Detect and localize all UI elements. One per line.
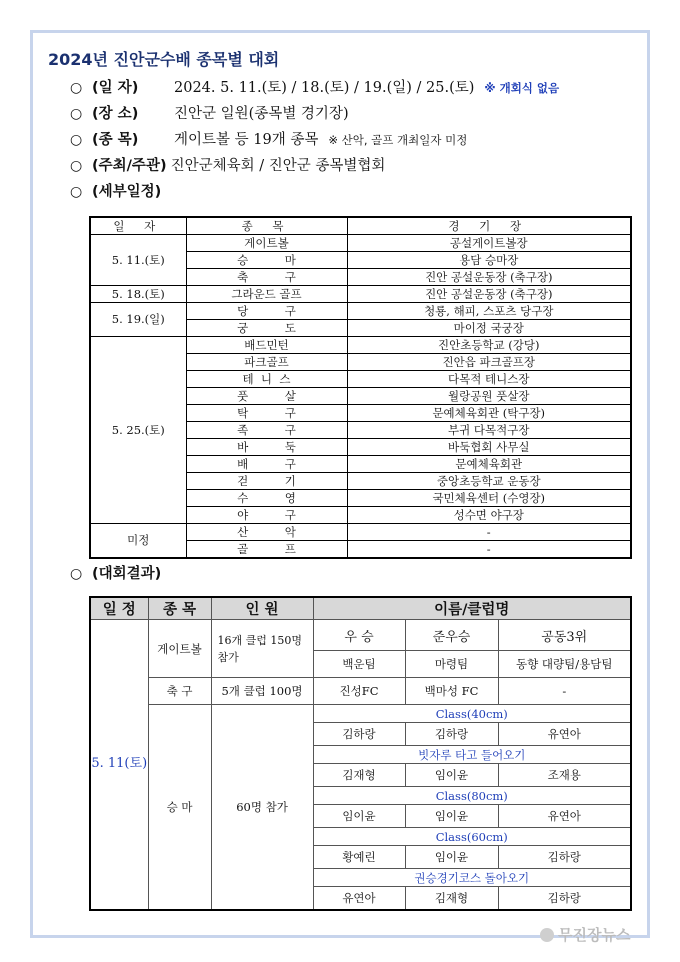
info-line: [70, 79, 559, 97]
schedule-venue: 진안읍 파크골프장: [347, 354, 631, 371]
info-value: 진안군체육회 / 진안군 종목별협회: [170, 158, 386, 174]
schedule-header-sport: 종 목: [186, 217, 347, 235]
schedule-sport: 승 마: [186, 252, 347, 269]
schedule-venue: 국민체육센터 (수영장): [347, 490, 631, 507]
results-header-date: 일 정: [90, 597, 148, 620]
schedule-sport: 배드민턴: [186, 337, 347, 354]
table-row: [90, 235, 631, 252]
schedule-header-date: 일 자: [90, 217, 186, 235]
horse-winner: 김하랑: [313, 723, 405, 746]
results-date: [90, 620, 148, 910]
schedule-header-row: [90, 217, 631, 235]
schedule-venue: 중앙초등학교 운동장: [347, 473, 631, 490]
schedule-venue: 마이정 국궁장: [347, 320, 631, 337]
watermark-text: 무진장뉴스: [558, 926, 631, 944]
horse-winner: 김하랑: [498, 887, 631, 910]
info-label: (일 자): [92, 80, 139, 96]
rank-second: 준우승: [405, 620, 498, 651]
schedule-venue: 성수면 야구장: [347, 507, 631, 524]
schedule-sport: 골 프: [186, 541, 347, 559]
schedule-sport: 걷 기: [186, 473, 347, 490]
schedule-sport: 산 악: [186, 524, 347, 541]
schedule-venue: 문예체육회관 (탁구장): [347, 405, 631, 422]
horse-winner: 김하랑: [498, 846, 631, 869]
schedule-date: 5. 25.(토): [90, 337, 186, 524]
schedule-venue: 용담 승마장: [347, 252, 631, 269]
results-heading-label: (대회결과): [92, 566, 162, 582]
schedule-venue: 월랑공원 풋살장: [347, 388, 631, 405]
schedule-date: 5. 18.(토): [90, 286, 186, 303]
rank-third: 공동3위: [498, 620, 631, 651]
info-line: [70, 183, 161, 201]
gateball-first: 백운팀: [313, 651, 405, 678]
results-header-sport: 종 목: [148, 597, 211, 620]
gateball-second: 마령팀: [405, 651, 498, 678]
info-line: [70, 157, 385, 175]
schedule-venue: 진안 공설운동장 (축구장): [347, 269, 631, 286]
info-label: (세부일정): [92, 184, 162, 200]
table-row: [90, 337, 631, 354]
results-header-people: 인 원: [211, 597, 313, 620]
schedule-sport: 야 구: [186, 507, 347, 524]
schedule-header-venue: 경 기 장: [347, 217, 631, 235]
schedule-venue: 청룡, 해피, 스포츠 당구장: [347, 303, 631, 320]
schedule-venue: 문예체육회관: [347, 456, 631, 473]
schedule-sport: 배 구: [186, 456, 347, 473]
bullet-icon: ○: [70, 158, 83, 174]
rank-first: 우 승: [313, 620, 405, 651]
table-row: [90, 303, 631, 320]
schedule-sport: 당 구: [186, 303, 347, 320]
gateball-people: 16개 클럽 150명 참가: [211, 620, 313, 678]
schedule-date: 미정: [90, 524, 186, 559]
info-value: 게이트볼 등 19개 종목: [174, 132, 319, 148]
horse-winner: 유연아: [313, 887, 405, 910]
results-header-row: [90, 597, 631, 620]
horse-class-name: 빗자루 타고 들어오기: [313, 746, 631, 764]
schedule-sport: 게이트볼: [186, 235, 347, 252]
football-second: 백마성 FC: [405, 678, 498, 705]
football-first: 진성FC: [313, 678, 405, 705]
results-date-text: 5. 11(토): [91, 756, 148, 772]
bullet-icon: ○: [70, 132, 83, 148]
info-label: (주최/주관): [92, 158, 167, 174]
schedule-sport: 바 둑: [186, 439, 347, 456]
football-sport: 축 구: [148, 678, 211, 705]
gateball-third: 동향 대량팀/용담팀: [498, 651, 631, 678]
horse-winner: 임이윤: [405, 764, 498, 787]
schedule-venue: 부귀 다목적구장: [347, 422, 631, 439]
schedule-venue: 바둑협회 사무실: [347, 439, 631, 456]
schedule-sport: 족 구: [186, 422, 347, 439]
table-row: [90, 286, 631, 303]
horse-winner: 임이윤: [405, 805, 498, 828]
results-header-names: 이름/클럽명: [313, 597, 631, 620]
info-note: ※ 개회식 없음: [484, 81, 560, 95]
horse-winner: 임이윤: [405, 846, 498, 869]
info-line: [70, 131, 467, 149]
info-label: (장 소): [92, 106, 139, 122]
gateball-sport: 게이트볼: [148, 620, 211, 678]
info-value: 진안군 일원(종목별 경기장): [174, 106, 349, 122]
horse-people: 60명 참가: [211, 705, 313, 910]
bullet-icon: ○: [70, 80, 83, 96]
football-people: 5개 클럽 100명: [211, 678, 313, 705]
info-value: 2024. 5. 11.(토) / 18.(토) / 19.(일) / 25.(토): [174, 80, 475, 96]
horse-winner: 황예린: [313, 846, 405, 869]
schedule-sport: 테 니 스: [186, 371, 347, 388]
table-row: [90, 678, 631, 705]
horse-winner: 임이윤: [313, 805, 405, 828]
schedule-date: 5. 11.(토): [90, 235, 186, 286]
horse-class-name: Class(80cm): [313, 787, 631, 805]
document-title: 2024년 진안군수배 종목별 대회: [48, 50, 280, 69]
schedule-sport: 그라운드 골프: [186, 286, 347, 303]
horse-winner: 유연아: [498, 805, 631, 828]
schedule-table: [89, 216, 632, 559]
schedule-venue: 다목적 테니스장: [347, 371, 631, 388]
schedule-venue: -: [347, 541, 631, 559]
horse-winner: 김재형: [313, 764, 405, 787]
horse-class-name: Class(60cm): [313, 828, 631, 846]
schedule-venue: -: [347, 524, 631, 541]
horse-winner: 유연아: [498, 723, 631, 746]
horse-class-name: 권승경기코스 돌아오기: [313, 869, 631, 887]
schedule-sport: 수 영: [186, 490, 347, 507]
news-logo-icon: [540, 928, 554, 942]
table-row: [90, 620, 631, 651]
info-line: [70, 105, 349, 123]
results-heading: [70, 565, 161, 583]
horse-sport: 승 마: [148, 705, 211, 910]
horse-winner: 김하랑: [405, 723, 498, 746]
schedule-date: 5. 19.(일): [90, 303, 186, 337]
bullet-icon: ○: [70, 184, 83, 200]
horse-winner: 조재용: [498, 764, 631, 787]
schedule-sport: 궁 도: [186, 320, 347, 337]
bullet-icon: ○: [70, 566, 83, 582]
schedule-sport: 탁 구: [186, 405, 347, 422]
schedule-venue: 진안 공설운동장 (축구장): [347, 286, 631, 303]
info-label: (종 목): [92, 132, 139, 148]
schedule-venue: 공설게이트볼장: [347, 235, 631, 252]
results-table: [89, 596, 632, 911]
table-row: [90, 705, 631, 723]
watermark: [540, 924, 630, 945]
schedule-sport: 축 구: [186, 269, 347, 286]
table-row: [90, 524, 631, 541]
schedule-sport: 파크골프: [186, 354, 347, 371]
bullet-icon: ○: [70, 106, 83, 122]
horse-class-name: Class(40cm): [313, 705, 631, 723]
schedule-sport: 풋 살: [186, 388, 347, 405]
info-note: ※ 산악, 골프 개최일자 미정: [328, 133, 468, 147]
schedule-venue: 진안초등학교 (강당): [347, 337, 631, 354]
football-third: -: [498, 678, 631, 705]
horse-winner: 김재형: [405, 887, 498, 910]
